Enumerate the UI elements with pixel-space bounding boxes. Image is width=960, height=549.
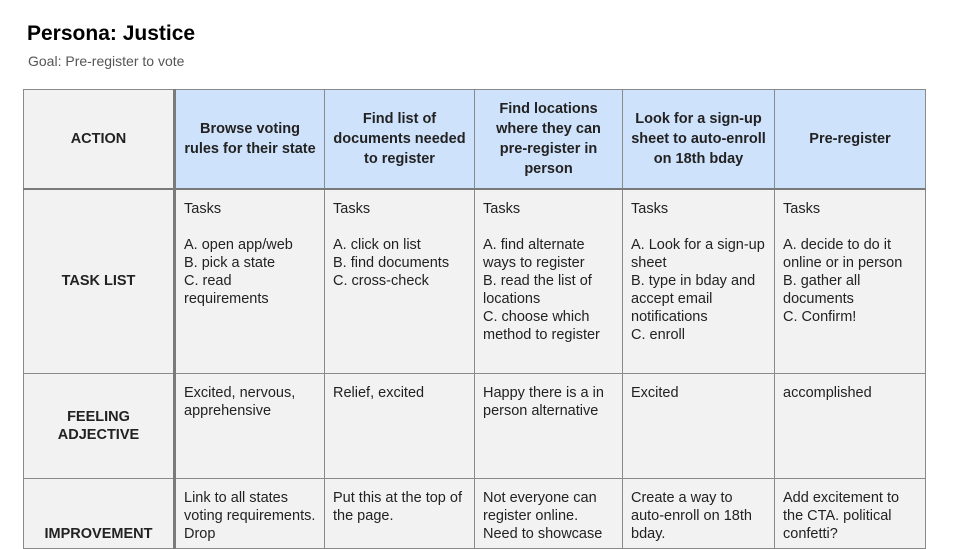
task-item: A. Look for a sign-up sheet — [631, 236, 765, 271]
task-item: C. read requirements — [184, 272, 269, 307]
row-label-action: ACTION — [24, 90, 175, 189]
task-item: C. enroll — [631, 326, 685, 343]
task-item: A. find alternate ways to register — [483, 236, 585, 271]
task-cell — [325, 189, 475, 374]
feeling-cell: Relief, excited — [325, 374, 475, 479]
action-header-2: Find list of documents needed to register — [325, 90, 475, 189]
page-title: Persona: Justice — [27, 22, 196, 45]
feeling-cell: Excited — [623, 374, 775, 479]
task-heading: Tasks — [333, 200, 371, 217]
journey-map-table — [23, 89, 926, 549]
task-item: B. gather all documents — [783, 272, 861, 307]
task-cell — [623, 189, 775, 374]
improvement-cell: Link to all states voting requirements. Drop — [175, 479, 325, 549]
task-heading: Tasks — [483, 200, 521, 217]
task-cell — [475, 189, 623, 374]
task-cell — [775, 189, 926, 374]
task-item: A. click on list — [333, 236, 421, 253]
task-item: B. read the list of locations — [483, 272, 592, 307]
improvement-cell: Put this at the top of the page. — [325, 479, 475, 549]
task-heading: Tasks — [783, 200, 821, 217]
action-header-3: Find locations where they can pre-register in person — [475, 90, 623, 189]
task-item: A. decide to do it online or in person — [783, 236, 903, 271]
action-header-1: Browse voting rules for their state — [175, 90, 325, 189]
row-label-feeling: FEELING ADJECTIVE — [24, 374, 175, 479]
feeling-cell: accomplished — [775, 374, 926, 479]
action-header-4: Look for a sign-up sheet to auto-enroll on 18th bday — [623, 90, 775, 189]
task-item: B. find documents — [333, 254, 450, 271]
feeling-cell: Excited, nervous, apprehensive — [175, 374, 325, 479]
task-item: B. type in bday and accept email notifications — [631, 272, 756, 325]
improvement-cell: Add excitement to the CTA. political confetti? — [775, 479, 926, 549]
improvement-cell: Create a way to auto-enroll on 18th bday. — [623, 479, 775, 549]
goal-subtitle: Goal: Pre-register to vote — [28, 53, 185, 69]
feeling-cell: Happy there is a in person alternative — [475, 374, 623, 479]
task-item: C. Confirm! — [783, 308, 857, 325]
action-header-5: Pre-register — [775, 90, 926, 189]
row-label-task-list: TASK LIST — [24, 189, 175, 374]
task-heading: Tasks — [184, 200, 222, 217]
task-item: C. choose which method to register — [483, 308, 600, 343]
task-cell — [175, 189, 325, 374]
task-item: B. pick a state — [184, 254, 276, 271]
task-item: A. open app/web — [184, 236, 293, 253]
row-label-improvement: IMPROVEMENT — [24, 479, 175, 549]
improvement-cell: Not everyone can register online. Need to showcase — [475, 479, 623, 549]
task-heading: Tasks — [631, 200, 669, 217]
task-item: C. cross-check — [333, 272, 429, 289]
